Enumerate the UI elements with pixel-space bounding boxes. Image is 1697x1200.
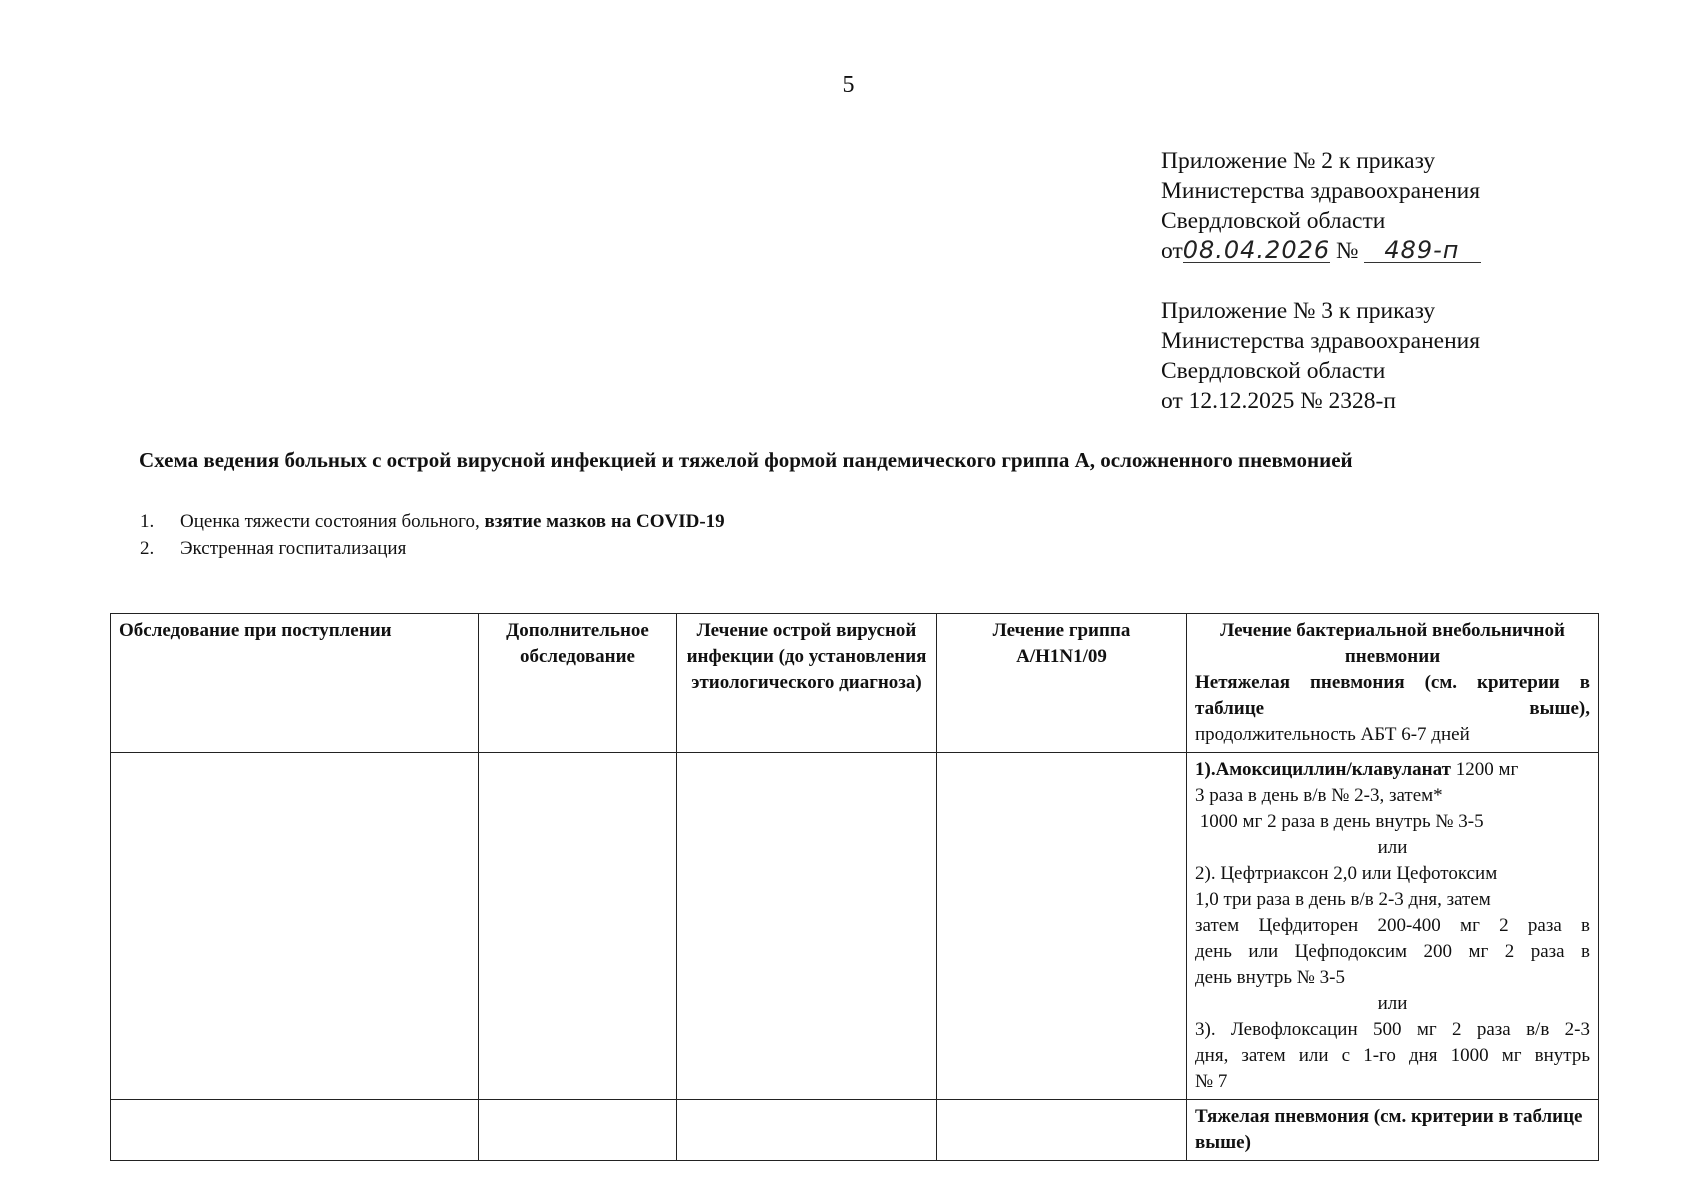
treatment-line: или: [1377, 837, 1408, 858]
appendix-line: Приложение № 2 к приказу: [1161, 148, 1436, 174]
step-text: Экстренная госпитализация: [180, 538, 407, 559]
table-cell: [111, 753, 479, 1100]
appendix-line: Приложение № 3 к приказу: [1161, 298, 1436, 324]
appendix-original-header: [1161, 296, 1480, 416]
treatment-line: день или Цефподоксим 200 мг 2 раза в: [1195, 941, 1590, 962]
table-cell: [937, 1100, 1187, 1161]
appendix-current-header: [1161, 146, 1481, 266]
step-text-bold: взятие мазков на COVID-19: [484, 511, 725, 532]
table-cell: [677, 753, 937, 1100]
appendix-line: Свердловской области: [1161, 358, 1386, 384]
table-cell: [677, 1100, 937, 1161]
treatment-line: 1,0 три раза в день в/в 2-3 дня, затем: [1195, 889, 1491, 910]
header-bacterial-pneumonia: [1187, 614, 1599, 753]
handwritten-order-number: 489-п: [1364, 238, 1481, 263]
treatment-line: 1000 мг 2 раза в день внутрь № 3-5: [1195, 811, 1484, 832]
table-cell: [937, 753, 1187, 1100]
list-item: [140, 508, 725, 535]
step-text: Оценка тяжести состояния больного,: [180, 511, 480, 532]
table-cell: [111, 1100, 479, 1161]
treatment-line: или: [1377, 993, 1408, 1014]
page-number: 5: [842, 72, 855, 98]
appendix-line: Министерства здравоохранения: [1161, 178, 1481, 204]
table-row: [111, 753, 1599, 1100]
steps-list: [140, 508, 725, 562]
treatment-line: 2). Цефтриаксон 2,0 или Цефотоксим: [1195, 863, 1498, 884]
treatment-line: № 7: [1195, 1071, 1228, 1092]
header-influenza-treatment: Лечение гриппа А/H1N1/09: [937, 614, 1187, 753]
table-cell: [479, 1100, 677, 1161]
treatment-line: 3). Левофлоксацин 500 мг 2 раза в/в 2-3: [1195, 1019, 1590, 1040]
treatment-line: день внутрь № 3-5: [1195, 967, 1345, 988]
header-bacterial-pneumonia-title: Лечение бактериальной внебольничной пневмонии: [1220, 620, 1565, 667]
document-title: Схема ведения больных с острой вирусной инфекцией и тяжелой формой пандемического гриппа А, осложненного пневмонией: [139, 448, 1353, 472]
table-cell: [479, 753, 677, 1100]
treatment-line: 3 раза в день в/в № 2-3, затем*: [1195, 785, 1443, 806]
header-acute-viral-treatment: Лечение острой вирусной инфекции (до установления этиологического диагноза): [677, 614, 937, 753]
table-row: [111, 1100, 1599, 1161]
step-number: 1.: [140, 511, 155, 532]
appendix-line: Министерства здравоохранения: [1161, 328, 1481, 354]
header-admission-examination: Обследование при поступлении: [111, 614, 479, 753]
table-header-row: [111, 614, 1599, 753]
treatment-scheme-table: [110, 613, 1599, 1161]
treatment-line: 1).Амоксициллин/клавуланат 1200 мг: [1195, 759, 1519, 780]
list-item: [140, 535, 725, 562]
mild-pneumonia-treatment-cell: [1187, 753, 1599, 1100]
header-abt-duration: продолжительность АБТ 6-7 дней: [1195, 724, 1470, 745]
severe-pneumonia-cell: Тяжелая пневмония (см. критерии в таблице выше): [1187, 1100, 1599, 1161]
appendix-date-line: [1161, 236, 1481, 266]
appendix-line: Свердловской области: [1161, 208, 1386, 234]
treatment-line: затем Цефдиторен 200-400 мг 2 раза в: [1195, 915, 1590, 936]
number-sign: №: [1336, 238, 1359, 264]
treatment-line: дня, затем или с 1-го дня 1000 мг внутрь: [1195, 1045, 1590, 1066]
handwritten-date: 08.04.2026: [1182, 236, 1331, 264]
step-number: 2.: [140, 538, 155, 559]
header-mild-pneumonia: Нетяжелая пневмония (см. критерии в таблице выше),: [1195, 672, 1590, 719]
date-prefix: от: [1161, 238, 1183, 264]
header-additional-examination: Дополнительное обследование: [479, 614, 677, 753]
appendix-line: от 12.12.2025 № 2328-п: [1161, 388, 1396, 414]
